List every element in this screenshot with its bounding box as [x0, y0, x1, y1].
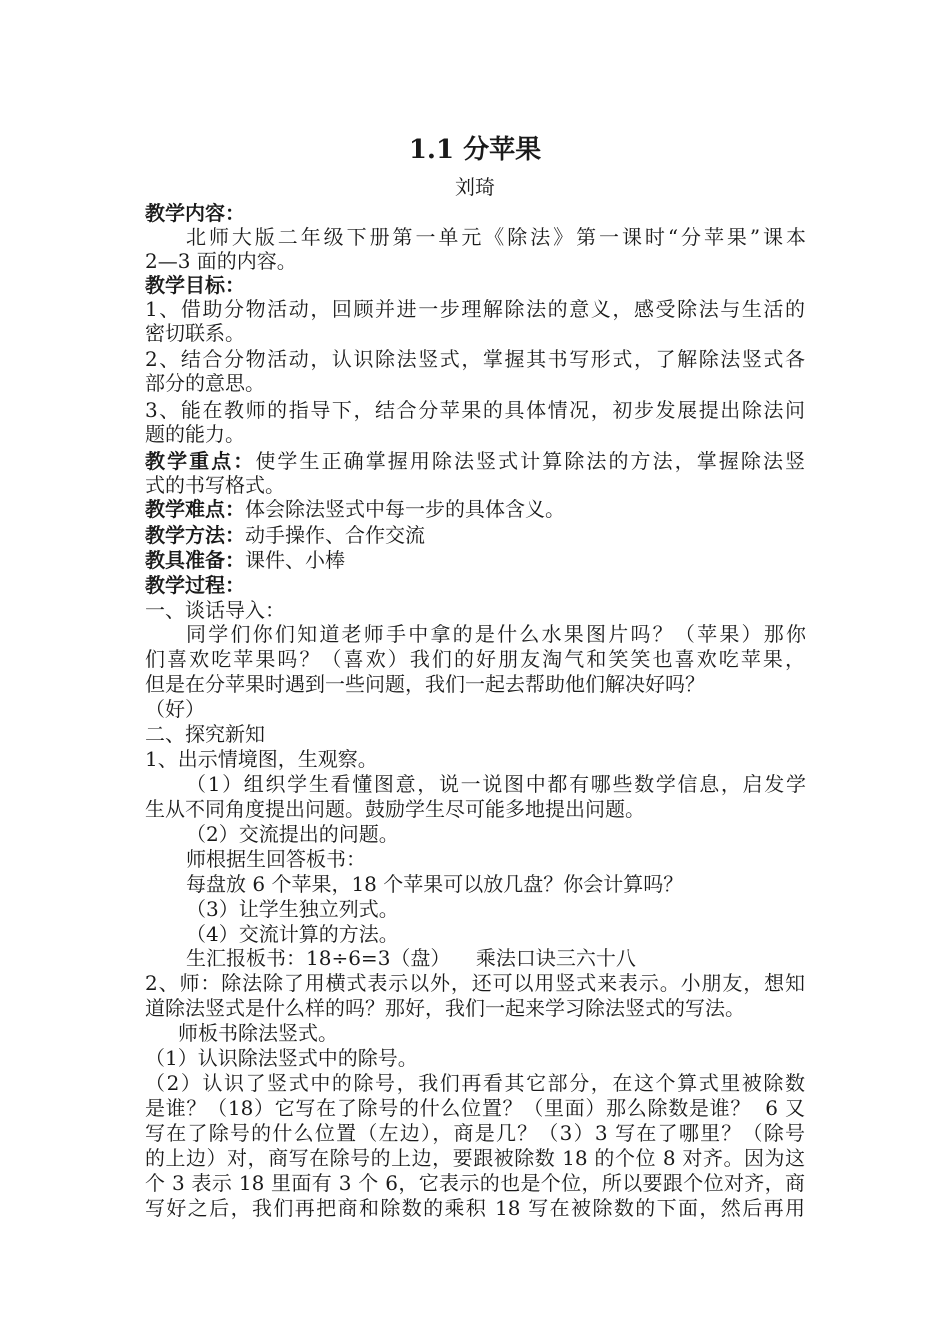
section-heading: 二、探究新知: [145, 722, 265, 746]
step-line: （1）组织学生看懂图意，说一说图中都有哪些数学信息，启发学: [186, 772, 806, 796]
step-line: 的上边）对，商写在除号的上边，要跟被除数 18 的个位 8 对齐。因为这: [145, 1146, 805, 1170]
paragraph-line: 们喜欢吃苹果吗？（喜欢）我们的好朋友淘气和笑笑也喜欢吃苹果，: [145, 647, 805, 671]
method-line: [145, 523, 425, 547]
step-heading: 1、出示情境图，生观察。: [145, 747, 378, 771]
difficulty-label: 教学难点：: [145, 497, 245, 521]
objective-line: 题的能力。: [145, 422, 245, 446]
process-heading: 教学过程：: [145, 573, 245, 597]
step-line: 生从不同角度提出问题。鼓励学生尽可能多地提出问题。: [145, 797, 645, 821]
paragraph-line: 2、师：除法除了用横式表示以外，还可以用竖式来表示。小朋友，想知: [145, 971, 805, 995]
paragraph-line: 道除法竖式是什么样的吗？那好，我们一起来学习除法竖式的写法。: [145, 996, 745, 1020]
step-line: 生汇报板书：18÷6=3（盘） 乘法口诀三六十八: [186, 946, 636, 970]
section-heading: 一、谈话导入：: [145, 598, 285, 622]
tools-label: 教具准备：: [145, 548, 245, 572]
difficulty-text: 体会除法竖式中每一步的具体含义。: [245, 497, 565, 521]
step-line: （1）认识除法竖式中的除号。: [145, 1046, 418, 1070]
author-name: 刘琦: [455, 175, 495, 199]
tools-line: [145, 548, 345, 572]
step-line: 是谁？（18）它写在了除号的什么位置？（里面）那么除数是谁？ 6 又: [145, 1096, 805, 1120]
step-line: 师根据生回答板书：: [186, 847, 366, 871]
paragraph-line: （好）: [145, 697, 205, 721]
content-heading: 教学内容：: [145, 201, 245, 225]
content-text-line: 2—3 面的内容。: [145, 249, 297, 273]
step-line: 个 3 表示 18 里面有 3 个 6，它表示的也是个位，所以要跟个位对齐，商: [145, 1171, 805, 1195]
tools-text: 课件、小棒: [245, 548, 345, 572]
method-text: 动手操作、合作交流: [245, 523, 425, 547]
content-text-line: 北师大版二年级下册第一单元《除法》第一课时“分苹果”课本: [186, 225, 806, 249]
objective-line: 3、能在教师的指导下，结合分苹果的具体情况，初步发展提出除法问: [145, 398, 805, 422]
step-line: （3）让学生独立列式。: [186, 897, 399, 921]
step-line: （2）交流提出的问题。: [186, 822, 399, 846]
key-point-line: [145, 449, 805, 473]
step-note: 师板书除法竖式。: [178, 1021, 338, 1045]
key-point-line: 式的书写格式。: [145, 473, 285, 497]
step-line: 写好之后，我们再把商和除数的乘积 18 写在被除数的下面，然后再用: [145, 1196, 805, 1220]
step-line: 每盘放 6 个苹果，18 个苹果可以放几盘？你会计算吗？: [186, 872, 684, 896]
difficulty-line: [145, 497, 565, 521]
objective-line: 1、借助分物活动，回顾并进一步理解除法的意义，感受除法与生活的: [145, 297, 805, 321]
step-line: （4）交流计算的方法。: [186, 922, 399, 946]
key-point-label: 教学重点：: [145, 449, 256, 473]
objectives-heading: 教学目标：: [145, 273, 245, 297]
objective-line: 部分的意思。: [145, 371, 265, 395]
step-line: 写在了除号的什么位置（左边），商是几？（3）3 写在了哪里？（除号: [145, 1121, 805, 1145]
key-point-text: 使学生正确掌握用除法竖式计算除法的方法，掌握除法竖: [255, 449, 806, 473]
step-line: （2）认识了竖式中的除号，我们再看其它部分，在这个算式里被除数: [145, 1071, 805, 1095]
page-title: 1.1 分苹果: [408, 135, 542, 165]
objective-line: 密切联系。: [145, 321, 245, 345]
paragraph-line: 但是在分苹果时遇到一些问题，我们一起去帮助他们解决好吗？: [145, 672, 705, 696]
objective-line: 2、结合分物活动，认识除法竖式，掌握其书写形式，了解除法竖式各: [145, 347, 805, 371]
paragraph-line: 同学们你们知道老师手中拿的是什么水果图片吗？（苹果）那你: [186, 622, 806, 646]
method-label: 教学方法：: [145, 523, 245, 547]
